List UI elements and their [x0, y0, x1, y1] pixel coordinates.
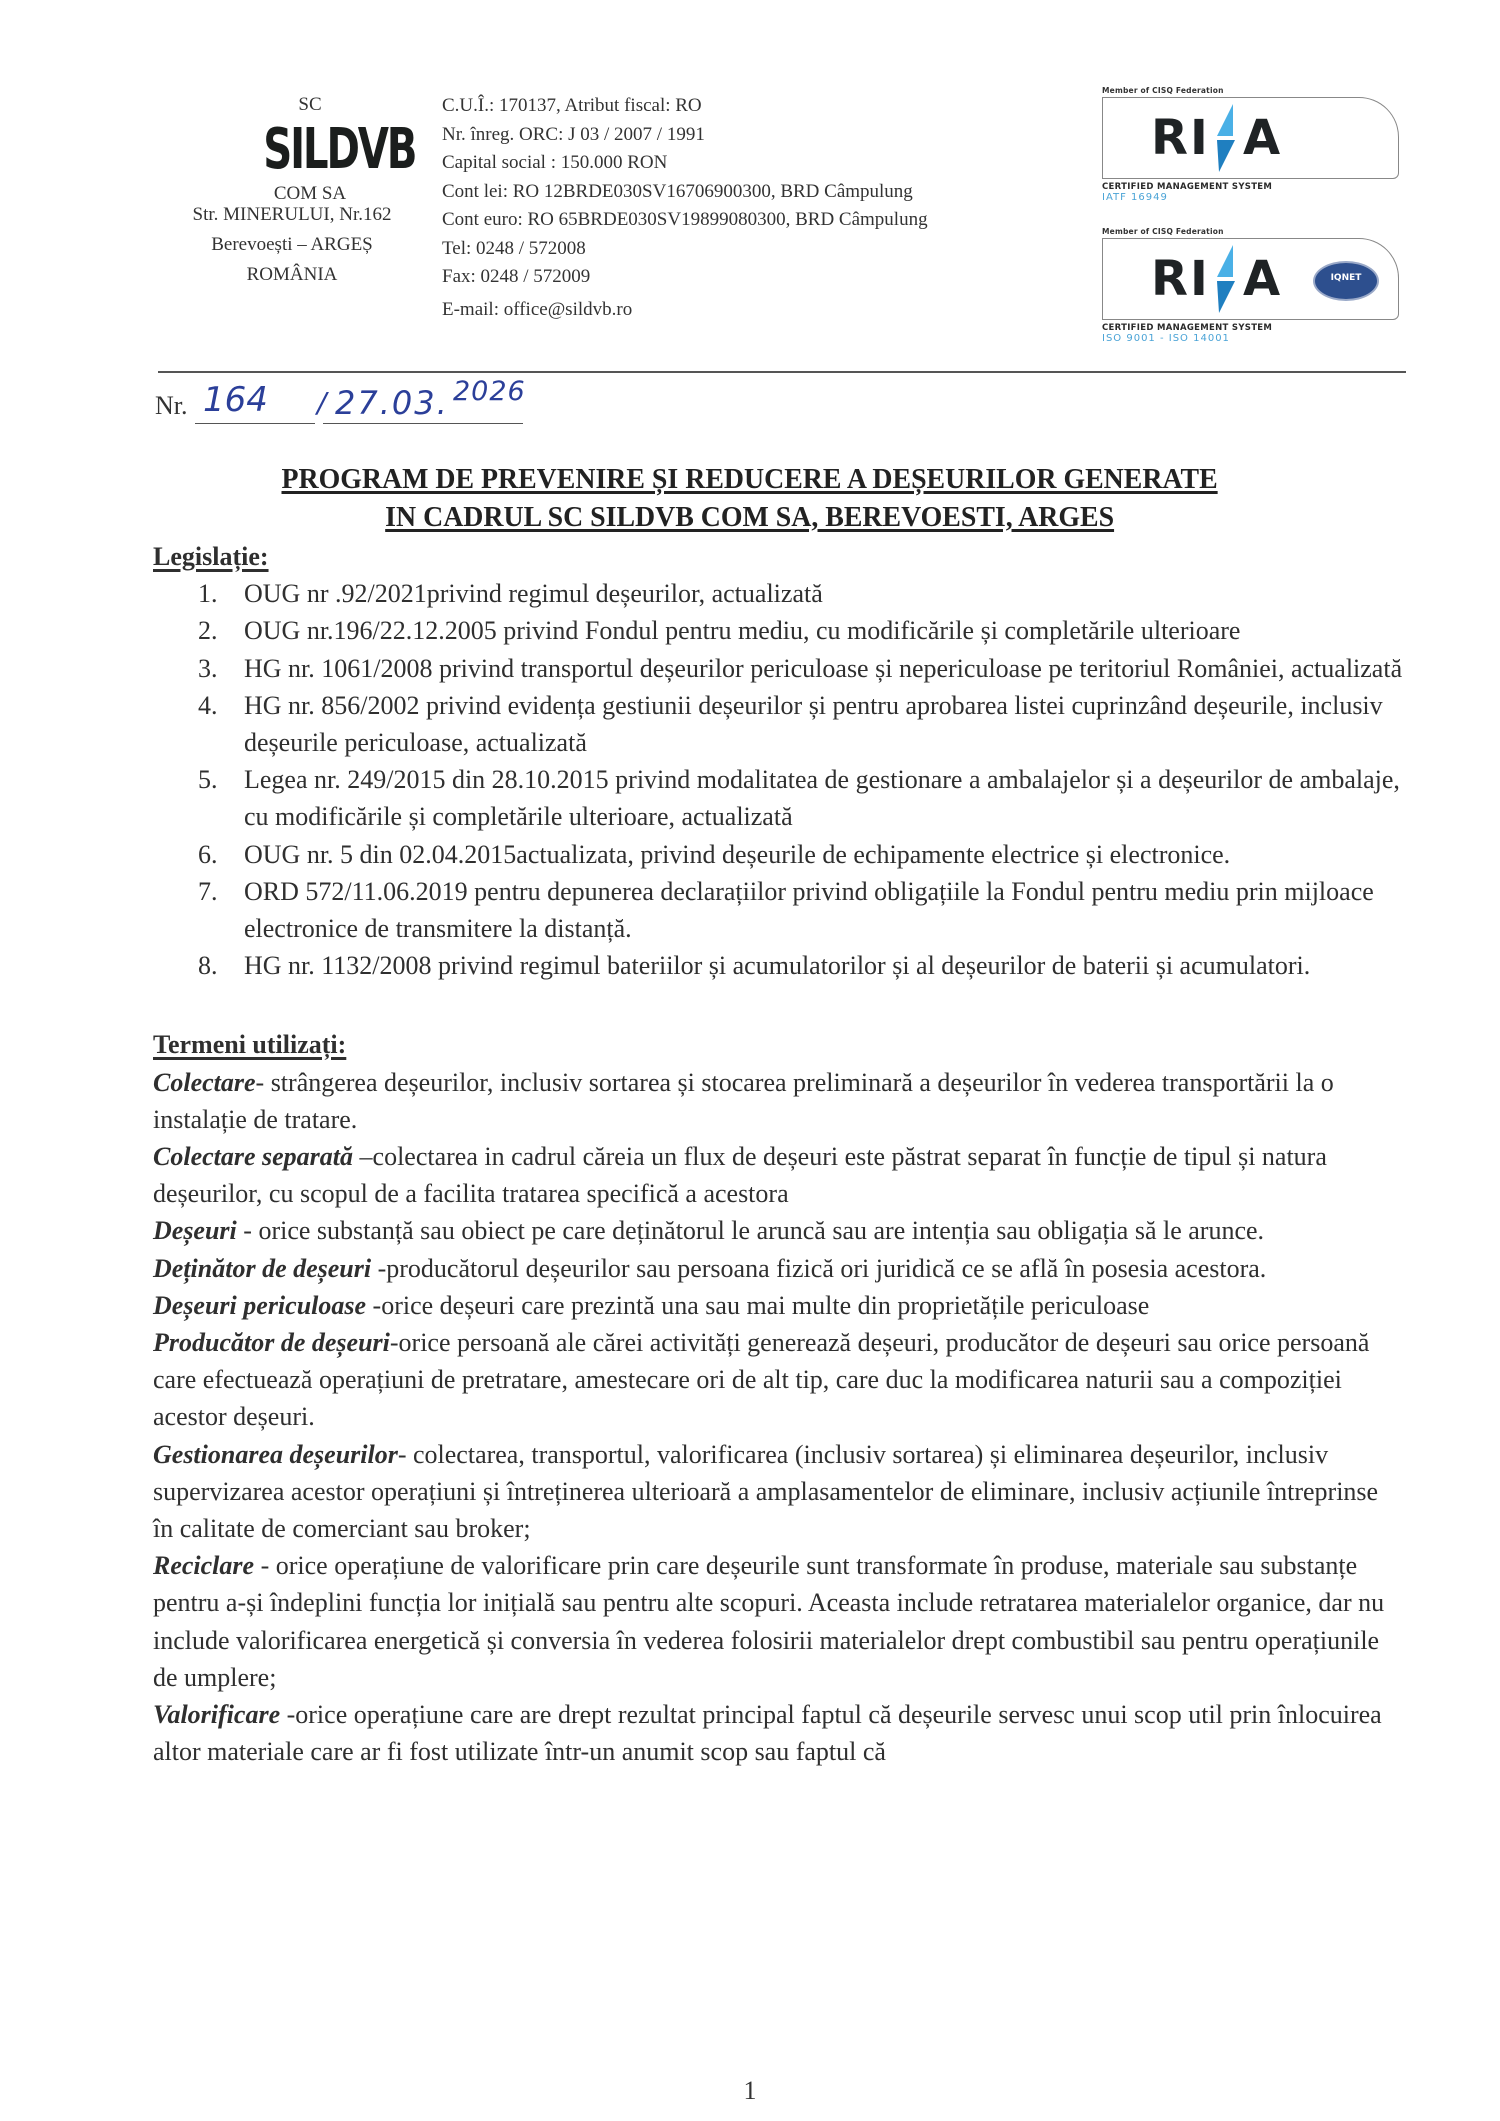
- term-definition: [153, 1696, 1403, 1770]
- address-country: ROMÂNIA: [246, 264, 338, 285]
- address-city: Berevoești – ARGEȘ: [211, 234, 373, 255]
- handwritten-year: 2026: [453, 376, 526, 407]
- term-text: - orice operațiune de valorificare prin care deșeurile sunt transformate în produse, materiale sau substanțe pentru a-și îndeplini funcția lor inițială sau pentru alte scopuri. Aceasta include retratarea materialelor organice, dar nu include valorificarea energetică și conversia în vederea folosirii materialelor drept combustibil sau pentru operațiunile de umplere;: [153, 1551, 1385, 1692]
- title-line-2: IN CADRUL SC SILDVB COM SA, BEREVOESTI, ARGES: [385, 501, 1115, 533]
- legislation-item: [153, 947, 1403, 984]
- legislation-item: [153, 612, 1403, 649]
- legislation-item: [153, 873, 1403, 947]
- rina-logo: [1102, 97, 1399, 179]
- term-definition: [153, 1064, 1403, 1138]
- rina-logo-text: RI: [1151, 251, 1210, 307]
- term-name: Deșeuri periculoase: [153, 1290, 367, 1320]
- term-definition: [153, 1436, 1403, 1548]
- certified-label: CERTIFIED MANAGEMENT SYSTEM: [1102, 323, 1273, 333]
- address-street: Str. MINERULUI, Nr.162: [192, 204, 392, 225]
- term-name: Valorificare: [153, 1700, 281, 1730]
- company-prefix: SC: [298, 94, 322, 115]
- cisq-member-label: Member of CISQ Federation: [1102, 227, 1224, 236]
- item-number: 6.: [198, 839, 218, 869]
- document-title: [0, 460, 1500, 536]
- term-text: - strângerea deșeurilor, inclusiv sortarea și stocarea preliminară a deșeurilor în vederea transportării la o instalație de tratare.: [153, 1067, 1334, 1134]
- company-logo-block: [185, 92, 435, 206]
- term-text: –colectarea in cadrul căreia un flux de deșeuri este păstrat separat în funcție de tipul și natura deșeurilor, cu scopul de a facilita tratarea specifică a acestora: [153, 1142, 1327, 1209]
- item-text: HG nr. 1132/2008 privind regimul bateriilor și acumulatorilor și al deșeurilor de baterii și acumulatori.: [244, 951, 1311, 981]
- fiscal-tel: Tel: 0248 / 572008: [442, 237, 586, 259]
- company-address: [152, 200, 432, 290]
- date-underline: [323, 423, 523, 424]
- term-text: -producătorul deșeurilor sau persoana fizică ori juridică ce se află în posesia acestora.: [371, 1253, 1267, 1283]
- fiscal-account-euro: Cont euro: RO 65BRDE030SV19899080300, BRD Câmpulung: [442, 209, 928, 230]
- handwritten-separator: /: [317, 386, 327, 419]
- item-text: OUG nr .92/2021privind regimul deșeurilor, actualizată: [244, 579, 823, 609]
- term-name: Producător de deșeuri: [153, 1328, 390, 1358]
- item-number: 2.: [198, 616, 218, 646]
- fiscal-orc: Nr. înreg. ORC: J 03 / 2007 / 1991: [442, 123, 705, 145]
- item-text: ORD 572/11.06.2019 pentru depunerea declarațiilor privind obligațiile la Fondul pentru mediu prin mijloace electronice de transmitere la distanță.: [244, 876, 1374, 944]
- legislation-item: [153, 836, 1403, 873]
- term-text: - colectarea, transportul, valorificarea (inclusiv sortarea) și eliminarea deșeurilor, inclusiv supervizarea acestor operațiuni și întreținerea ulterioară a amplasamentelor de eliminare, inclusiv acțiunile întreprinse în calitate de comerciant sau broker;: [153, 1439, 1379, 1544]
- rina-iatf-certification: [1102, 86, 1407, 203]
- rina-logo-text-end: A: [1243, 110, 1281, 166]
- legislation-list: [153, 575, 1403, 984]
- term-definition: [153, 1287, 1403, 1324]
- term-definition: [153, 1547, 1403, 1696]
- number-underline: [195, 423, 315, 424]
- term-name: Colectare: [153, 1067, 256, 1097]
- term-definition: [153, 1212, 1403, 1249]
- term-name: Colectare separată: [153, 1142, 354, 1172]
- term-name: Gestionarea deșeurilor: [153, 1439, 398, 1469]
- term-name: Deșeuri: [153, 1216, 237, 1246]
- item-number: 1.: [198, 579, 218, 609]
- standard-label: ISO 9001 - ISO 14001: [1102, 333, 1230, 344]
- item-text: HG nr. 856/2002 privind evidența gestiunii deșeurilor și pentru aprobarea listei cuprinzând deșeurile, inclusiv deșeurile periculoase, actualizată: [244, 690, 1383, 758]
- item-number: 5.: [198, 765, 218, 795]
- legislation-heading: Legislație:: [153, 542, 269, 571]
- rina-iso-certification: [1102, 227, 1407, 344]
- fiscal-capital: Capital social : 150.000 RON: [442, 152, 668, 173]
- sildvb-logo: SILDVB: [263, 117, 416, 182]
- legislation-item: [153, 687, 1403, 761]
- legislation-item: [153, 650, 1403, 687]
- rina-logo: [1102, 238, 1399, 320]
- item-number: 7.: [198, 876, 218, 906]
- certified-label: CERTIFIED MANAGEMENT SYSTEM: [1102, 182, 1273, 192]
- legislation-item: [153, 761, 1403, 835]
- term-text: -orice operațiune care are drept rezultat principal faptul că deșeurile servesc unui scop util prin înlocuirea altor materiale care ar fi fost utilizate într-un anumit scop sau faptul că: [153, 1700, 1382, 1767]
- handwritten-date: 27.03.: [335, 384, 449, 422]
- item-text: Legea nr. 249/2015 din 28.10.2015 privind modalitatea de gestionare a ambalajelor și a deșeurilor de ambalaje, cu modificările și completările ulterioare, actualizată: [244, 765, 1400, 832]
- term-definition: [153, 1250, 1403, 1287]
- item-number: 4.: [198, 690, 218, 720]
- term-text: -orice persoană ale cărei activități generează deșeuri, producător de deșeuri sau orice persoană care efectuează operațiuni de pretratare, amestecare ori de alt tip, care duc la modificarea naturii sau a compoziției acestor deșeuri.: [153, 1328, 1370, 1432]
- item-number: 3.: [198, 653, 218, 683]
- fiscal-cui: C.U.Î.: 170137, Atribut fiscal: RO: [442, 95, 702, 116]
- header-divider: [158, 371, 1406, 373]
- term-definition: [153, 1138, 1403, 1212]
- rina-chevron-icon: [1213, 102, 1239, 174]
- rina-logo-text: RI: [1151, 110, 1210, 166]
- page-number: 1: [743, 2076, 757, 2105]
- rina-chevron-icon: [1213, 243, 1239, 315]
- company-suffix: COM SA: [273, 183, 347, 204]
- handwritten-number: 164: [203, 380, 268, 420]
- fiscal-info: [442, 92, 1082, 324]
- term-name: Reciclare: [153, 1551, 255, 1581]
- fiscal-fax: Fax: 0248 / 572009: [442, 266, 591, 287]
- terms-heading: Termeni utilizați:: [153, 1030, 347, 1060]
- registration-label: Nr.: [155, 391, 188, 420]
- item-text: OUG nr.196/22.12.2005 privind Fondul pentru mediu, cu modificările și completările ulterioare: [244, 616, 1241, 646]
- fiscal-account-lei: Cont lei: RO 12BRDE030SV16706900300, BRD Câmpulung: [442, 180, 913, 202]
- fiscal-email: E-mail: office@sildvb.ro: [442, 298, 633, 320]
- item-text: HG nr. 1061/2008 privind transportul deșeurilor periculoase și nepericuloase pe teritoriul României, actualizată: [244, 653, 1403, 683]
- cisq-member-label: Member of CISQ Federation: [1102, 86, 1224, 95]
- term-text: - orice substanță sau obiect pe care deținătorul le aruncă sau are intenția sau obligația să le arunce.: [236, 1216, 1265, 1246]
- standard-label: IATF 16949: [1102, 192, 1168, 203]
- term-name: Deținător de deșeuri: [153, 1253, 372, 1283]
- document-body: [153, 538, 1403, 1771]
- term-text: -orice deșeuri care prezintă una sau mai multe din proprietățile periculoase: [366, 1290, 1150, 1320]
- iqnet-badge: IQNET: [1313, 261, 1379, 301]
- item-number: 8.: [198, 951, 218, 981]
- legislation-item: [153, 575, 1403, 612]
- rina-logo-text-end: A: [1243, 251, 1281, 307]
- term-definition: [153, 1324, 1403, 1436]
- title-line-1: PROGRAM DE PREVENIRE ȘI REDUCERE A DEȘEURILOR GENERATE: [281, 463, 1219, 495]
- item-text: OUG nr. 5 din 02.04.2015actualizata, privind deșeurile de echipamente electrice și electronice.: [244, 839, 1231, 869]
